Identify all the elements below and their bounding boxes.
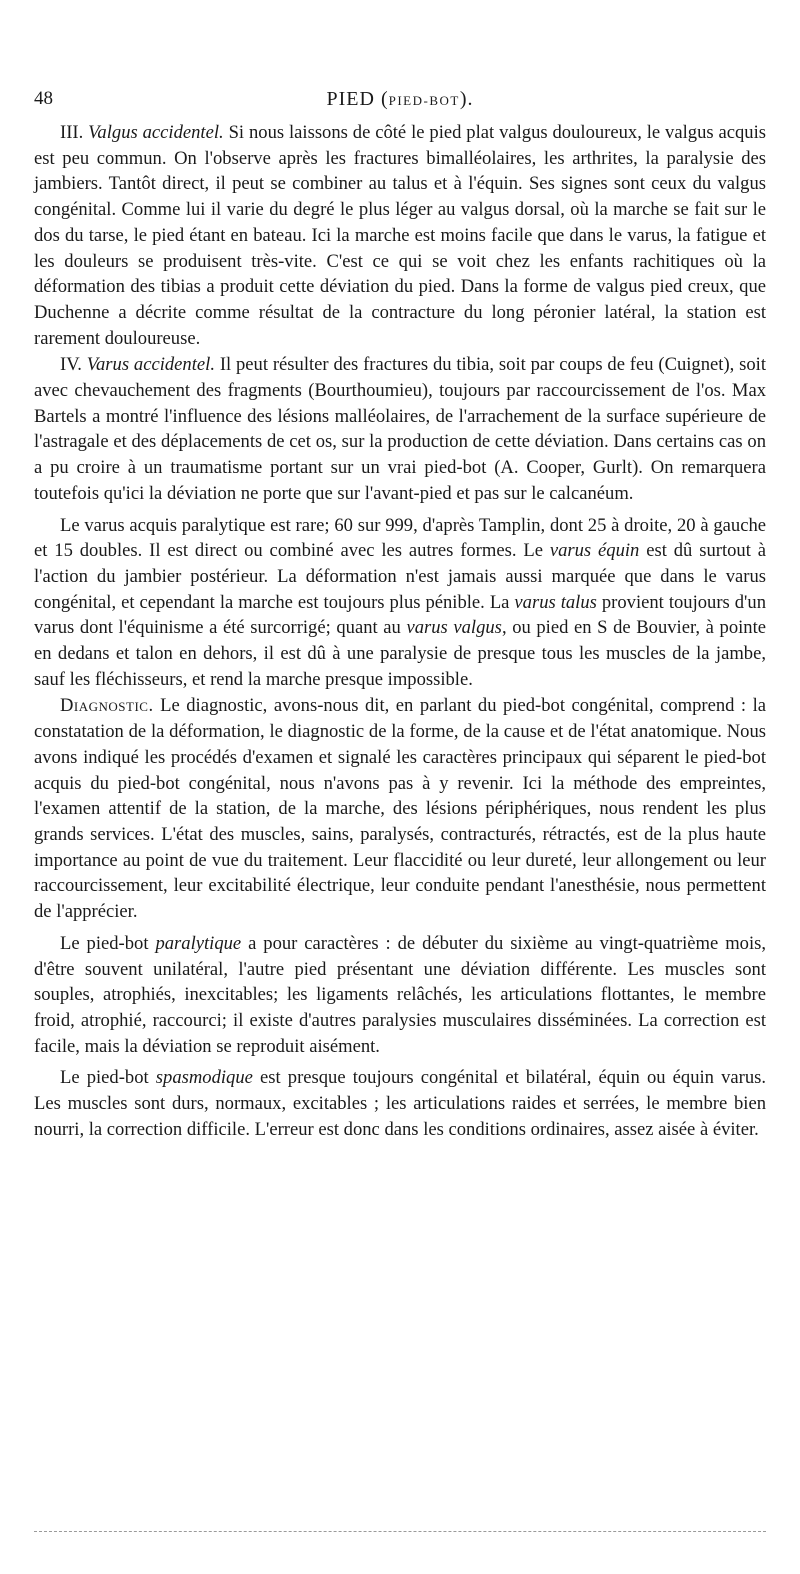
section-title: Valgus accidentel. bbox=[88, 122, 224, 143]
text-run: est presque toujours congénital et bilatéral, équin ou équin varus. Les muscles sont durs, normaux, excitables ; les articulations raides et serrées, le membre bien nourri, la correction difficile. L'erreur est donc dans les conditions ordinaires, assez aisée à éviter. bbox=[34, 1067, 766, 1140]
running-title-end: ). bbox=[459, 88, 474, 110]
section-valgus-accidentel bbox=[34, 120, 766, 351]
emphasis: varus valgus bbox=[406, 617, 502, 639]
section-number: IV. bbox=[60, 354, 82, 376]
paragraph-pied-bot-paralytique bbox=[34, 931, 766, 1060]
text-run: provient toujours d'un varus dont l'équinisme a été surcorrigé; quant au bbox=[34, 591, 766, 639]
diagnostic-label: Diagnostic. bbox=[60, 695, 154, 717]
text-run: est dû surtout à l'action du jambier postérieur. La déformation n'est jamais aussi marquée que dans le varus congénital, et cependant la marche est toujours plus pénible. La bbox=[34, 540, 767, 613]
paragraph-diagnostic bbox=[34, 693, 766, 924]
diagnostic-text: Le diagnostic, avons-nous dit, en parlant du pied-bot congénital, comprend : la constatation de la déformation, le diagnostic de la forme, de la cause et de l'état anatomique. Nous avons indiqué les procédés d'examen et signalé les caractères principaux qui séparent le pied-bot acquis du pied-bot congénital, nous n'avons pas à y revenir. Ici la méthode des empreintes, l'examen attentif de la station, de la marche, des lésions périphériques, nous rendent les plus grands services. L'état des muscles, sains, paralysés, contracturés, rétractés, est de la plus haute importance au point de vue du traitement. Leur flaccidité ou leur dureté, leur allongement ou leur raccourcissement, leur excitabilité électrique, leur conduite pendant l'anesthésie, nous permettent de l'apprécier. bbox=[34, 695, 766, 923]
page-body bbox=[34, 120, 766, 1143]
running-header bbox=[34, 88, 766, 118]
section-text: Si nous laissons de côté le pied plat valgus douloureux, le valgus acquis est peu commun. On l'observe après les fractures bimalléolaires, les arthrites, la paralysie des jambiers. Tantôt direct, il peut se combiner au talus et à l'équin. Ses signes sont ceux du valgus congénital. Comme lui il varie du degré le plus léger au valgus dorsal, où la marche se fait sur le dos du tarse, le pied étant en bateau. Ici la marche est moins facile que dans le varus, la fatigue et les douleurs se produisent très-vite. C'est ce qui se voit chez les enfants rachitiques où la déformation des tibias a produit cette déviation du pied. Dans la forme de valgus pied creux, que Duchenne a décrite comme résultat de la contracture du long péronier latéral, la station est rarement douloureuse. bbox=[34, 122, 766, 349]
paragraph-pied-bot-spasmodique bbox=[34, 1065, 766, 1142]
emphasis: varus équin bbox=[549, 540, 640, 562]
text-run: a pour caractères : de débuter du sixième au vingt-quatrième mois, d'être souvent unilatéral, l'autre pied présentant une déviation différente. Les muscles sont souples, atrophiés, inexcitables; les ligaments relâchés, les articulations flottantes, le membre froid, atrophié, raccourci; il existe d'autres paralysies musculaires disséminées. La correction est facile, mais la déviation se reproduit aisément. bbox=[34, 932, 767, 1057]
text-run: Le pied-bot bbox=[60, 1067, 156, 1089]
text-run: , ou pied en S de Bouvier, à pointe en dedans et talon en dehors, il est dû à une paralysie de presque tous les muscles de la jambe, sauf les fléchisseurs, et rend la marche presque impossible. bbox=[34, 617, 767, 690]
section-title: Varus accidentel. bbox=[86, 354, 215, 376]
page-number: 48 bbox=[34, 88, 53, 109]
section-varus-accidentel bbox=[34, 352, 766, 506]
text-run: Le varus acquis paralytique est rare; 60 sur 999, d'après Tamplin, dont 25 à droite, 20 à gauche et 15 doubles. Il est direct ou combiné avec les autres formes. Le bbox=[34, 514, 766, 562]
footer-rule bbox=[34, 1531, 766, 1532]
paragraph-varus-paralytique bbox=[34, 513, 766, 693]
running-title-main: PIED ( bbox=[326, 88, 389, 110]
emphasis: varus talus bbox=[514, 591, 597, 613]
emphasis: spasmodique bbox=[155, 1067, 253, 1089]
section-number: III. bbox=[60, 122, 84, 143]
text-run: Le pied-bot bbox=[60, 932, 156, 954]
running-title-subject: PIED-BOT bbox=[388, 93, 460, 108]
emphasis: paralytique bbox=[155, 932, 242, 954]
running-title bbox=[34, 88, 766, 111]
section-text: Il peut résulter des fractures du tibia, soit par coups de feu (Cuignet), soit avec chevauchement des fragments (Bourthoumieu), toujours par raccourcissement de l'os. Max Bartels a montré l'influence des lésions malléolaires, de l'arrachement de la surface supérieure de l'astragale et des déplacements de cet os, sur la production de cette déviation. Dans certains cas on a pu croire à un traumatisme portant sur un vrai pied-bot (A. Cooper, Gurlt). On remarquera toutefois qu'ici la déviation ne porte que sur l'avant-pied et pas sur le calcanéum. bbox=[34, 354, 766, 504]
